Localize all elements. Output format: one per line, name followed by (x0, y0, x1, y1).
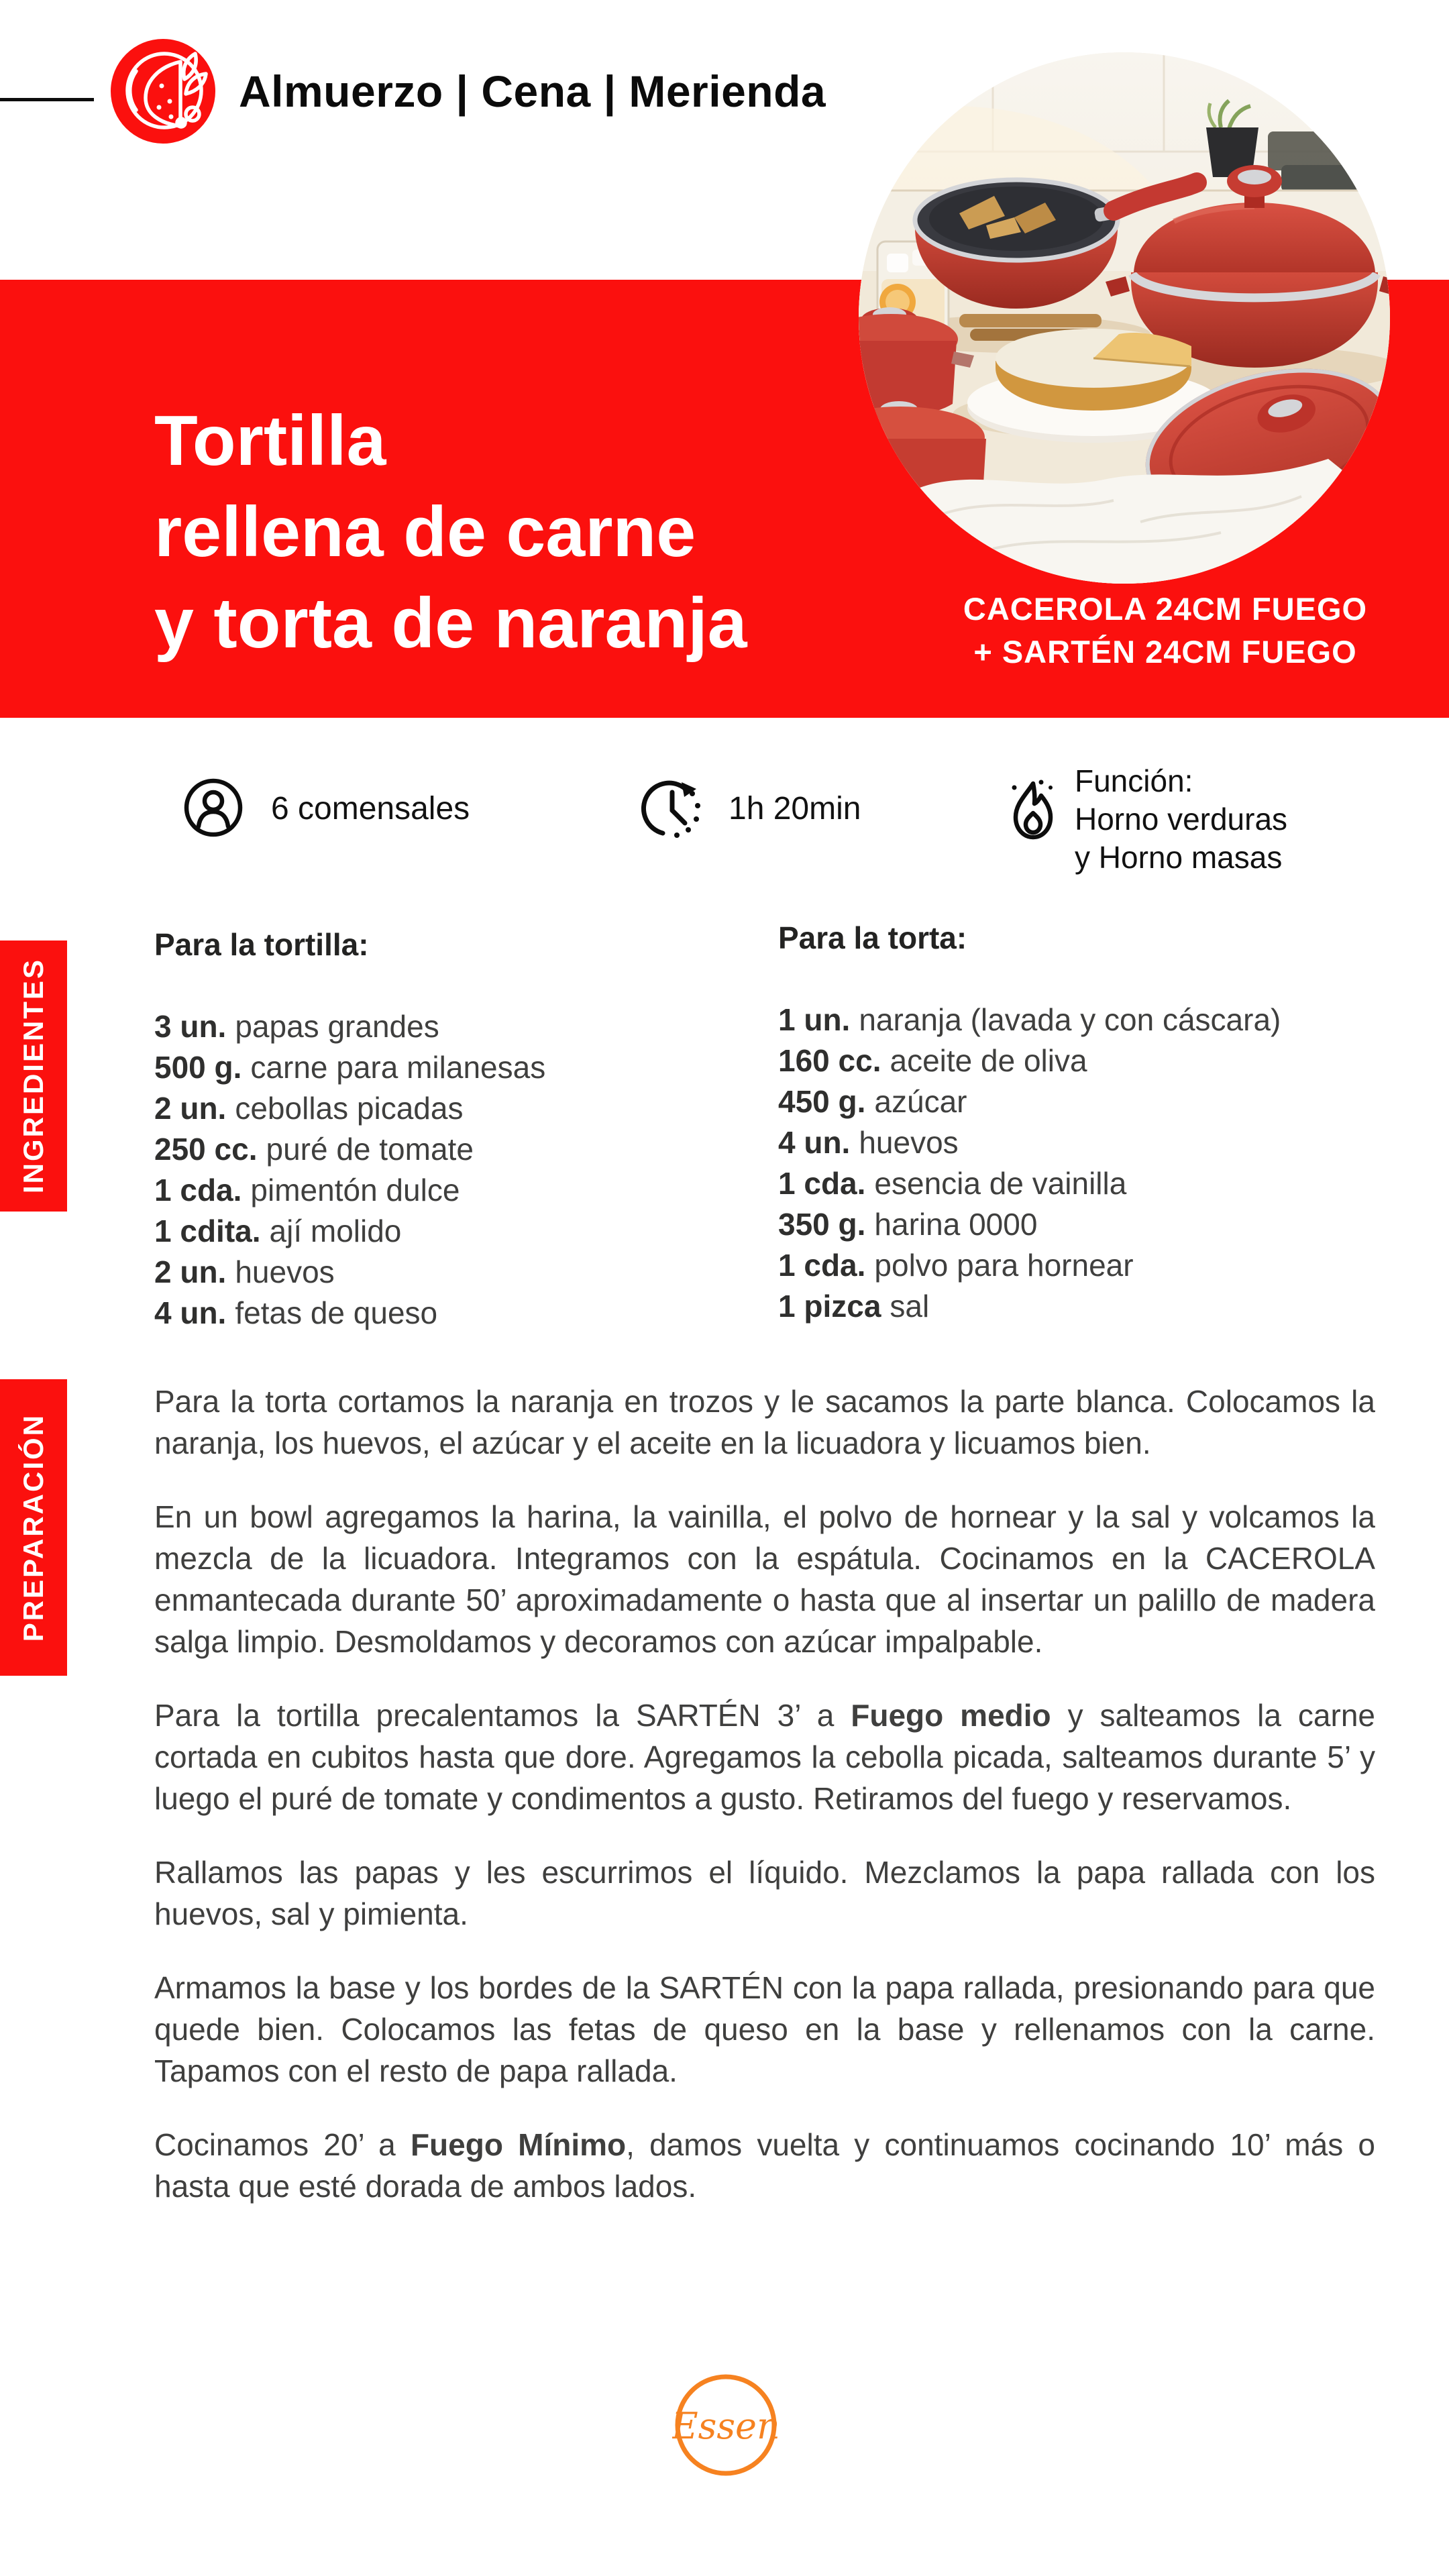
preparation-paragraph: Rallamos las papas y les escurrimos el líquido. Mezclamos la papa rallada con los huevos, sal y pimienta. (154, 1855, 1375, 1931)
ingredients-tortilla (154, 926, 771, 1334)
ingredients-torta-heading: Para la torta: (778, 920, 967, 955)
ingredient-row (154, 1170, 771, 1211)
ingredient-row (154, 1088, 771, 1129)
recipe-title-line: y torta de naranja (154, 584, 747, 663)
ingredient-name: harina 0000 (874, 1207, 1038, 1242)
recipe-title (154, 395, 747, 669)
function-line: y Horno masas (1075, 840, 1283, 875)
product-label (939, 588, 1391, 674)
product-label-line: + SARTÉN 24CM FUEGO (973, 634, 1357, 669)
sink (1268, 131, 1390, 192)
ingredient-name: naranja (lavada y con cáscara) (859, 1002, 1281, 1037)
meal-types-title: Almuerzo | Cena | Merienda (239, 66, 826, 116)
ingredient-row (778, 1000, 1422, 1040)
ingredient-qty: 1 un. (778, 1002, 851, 1037)
header-dash (0, 98, 94, 101)
ingredient-name: carne para milanesas (250, 1050, 546, 1085)
ingredient-row (154, 1129, 771, 1170)
ingredient-qty: 250 cc. (154, 1132, 258, 1167)
ingredient-row (778, 1081, 1422, 1122)
ingredient-name: cebollas picadas (235, 1091, 464, 1126)
section-tab-ingredientes: INGREDIENTES (0, 941, 67, 1212)
essen-logo (672, 2371, 780, 2479)
ingredient-name: aceite de oliva (890, 1043, 1087, 1078)
ingredient-row (154, 1293, 771, 1334)
ingredient-name: azúcar (874, 1084, 967, 1119)
ingredient-row (154, 1047, 771, 1088)
function-line: Horno verduras (1075, 802, 1288, 837)
function-label (1075, 762, 1287, 877)
ingredient-name: huevos (235, 1254, 335, 1289)
ingredient-row (778, 1122, 1422, 1163)
ingredient-row (778, 1286, 1422, 1327)
servings-icon (182, 777, 244, 842)
ingredient-row (154, 1252, 771, 1293)
preparation-paragraph: Para la tortilla precalentamos la SARTÉN 3’ a Fuego medio y salteamos la carne cortada en cubitos hasta que dore. Agregamos la cebolla picada, salteamos durante 5’ y luego el puré de tomate y condimentos a gusto. Retiramos del fuego y reservamos. (154, 1698, 1375, 1816)
ingredient-name: ají molido (269, 1214, 402, 1248)
meal-logo (109, 38, 217, 145)
ingredient-qty: 3 un. (154, 1009, 227, 1044)
ingredient-name: pimentón dulce (250, 1173, 460, 1208)
preparation-paragraph: Armamos la base y los bordes de la SARTÉN con la papa rallada, presionando para que quede bien. Colocamos las fetas de queso en la base y rellenamos con la carne. Tapamos con el resto de papa rallada. (154, 1970, 1375, 2088)
essen-wordmark: Essen (672, 2405, 780, 2447)
ingredient-qty: 1 cda. (778, 1248, 866, 1283)
ingredient-name: fetas de queso (235, 1295, 438, 1330)
preparation-paragraph: Cocinamos 20’ a Fuego Mínimo, damos vuelta y continuamos cocinando 10’ más o hasta que esté dorada de ambos lados. (154, 2127, 1375, 2204)
ingredient-name: papas grandes (235, 1009, 439, 1044)
preparation-steps (154, 1381, 1375, 2239)
ingredient-name: puré de tomate (266, 1132, 474, 1167)
recipe-title-line: Tortilla (154, 401, 386, 480)
ingredient-qty: 1 cdita. (154, 1214, 261, 1248)
ingredient-list-tortilla (154, 1006, 771, 1334)
ingredient-row (778, 1040, 1422, 1081)
product-label-line: CACEROLA 24CM FUEGO (963, 591, 1368, 627)
plate-food-icon (109, 38, 217, 145)
ingredient-name: polvo para hornear (874, 1248, 1134, 1283)
ingredient-qty: 1 cda. (154, 1173, 242, 1208)
ingredients-tortilla-heading: Para la tortilla: (154, 927, 369, 962)
ingredient-qty: 1 pizca (778, 1289, 881, 1324)
ingredient-row (154, 1211, 771, 1252)
ingredient-qty: 1 cda. (778, 1166, 866, 1201)
ingredient-qty: 4 un. (154, 1295, 227, 1330)
ingredient-qty: 350 g. (778, 1207, 866, 1242)
ingredient-row (154, 1006, 771, 1047)
time-label: 1h 20min (729, 791, 861, 826)
ingredient-qty: 2 un. (154, 1254, 227, 1289)
ingredient-row (778, 1245, 1422, 1286)
ingredient-qty: 450 g. (778, 1084, 866, 1119)
function-line: Función: (1075, 763, 1193, 798)
ingredient-row (778, 1204, 1422, 1245)
flame-icon (1002, 777, 1064, 845)
ingredient-qty: 160 cc. (778, 1043, 881, 1078)
ingredient-row (778, 1163, 1422, 1204)
clock-icon (640, 775, 704, 843)
ingredient-qty: 4 un. (778, 1125, 851, 1160)
ingredient-name: sal (890, 1289, 930, 1324)
ingredients-torta (778, 919, 1422, 1327)
ingredient-qty: 2 un. (154, 1091, 227, 1126)
product-photo (859, 52, 1390, 584)
cookware-photo-illustration (859, 52, 1390, 584)
preparation-paragraph: Para la torta cortamos la naranja en trozos y le sacamos la parte blanca. Colocamos la naranja, los huevos, el azúcar y el aceite en la licuadora y licuamos bien. (154, 1384, 1375, 1460)
section-tab-preparacion: PREPARACIÓN (0, 1379, 67, 1676)
ingredient-list-torta (778, 1000, 1422, 1327)
ingredient-name: huevos (859, 1125, 959, 1160)
ingredient-qty: 500 g. (154, 1050, 242, 1085)
ingredient-name: esencia de vainilla (874, 1166, 1127, 1201)
recipe-title-line: rellena de carne (154, 492, 696, 572)
preparation-paragraph: En un bowl agregamos la harina, la vainilla, el polvo de hornear y la sal y volcamos la mezcla de la licuadora. Integramos con la espátula. Cocinamos en la CACEROLA enmantecada durante 50’ aproximadamente o hasta que al insertar un palillo de madera salga limpio. Desmoldamos y decoramos con azúcar impalpable. (154, 1499, 1375, 1659)
servings-label: 6 comensales (271, 791, 470, 826)
